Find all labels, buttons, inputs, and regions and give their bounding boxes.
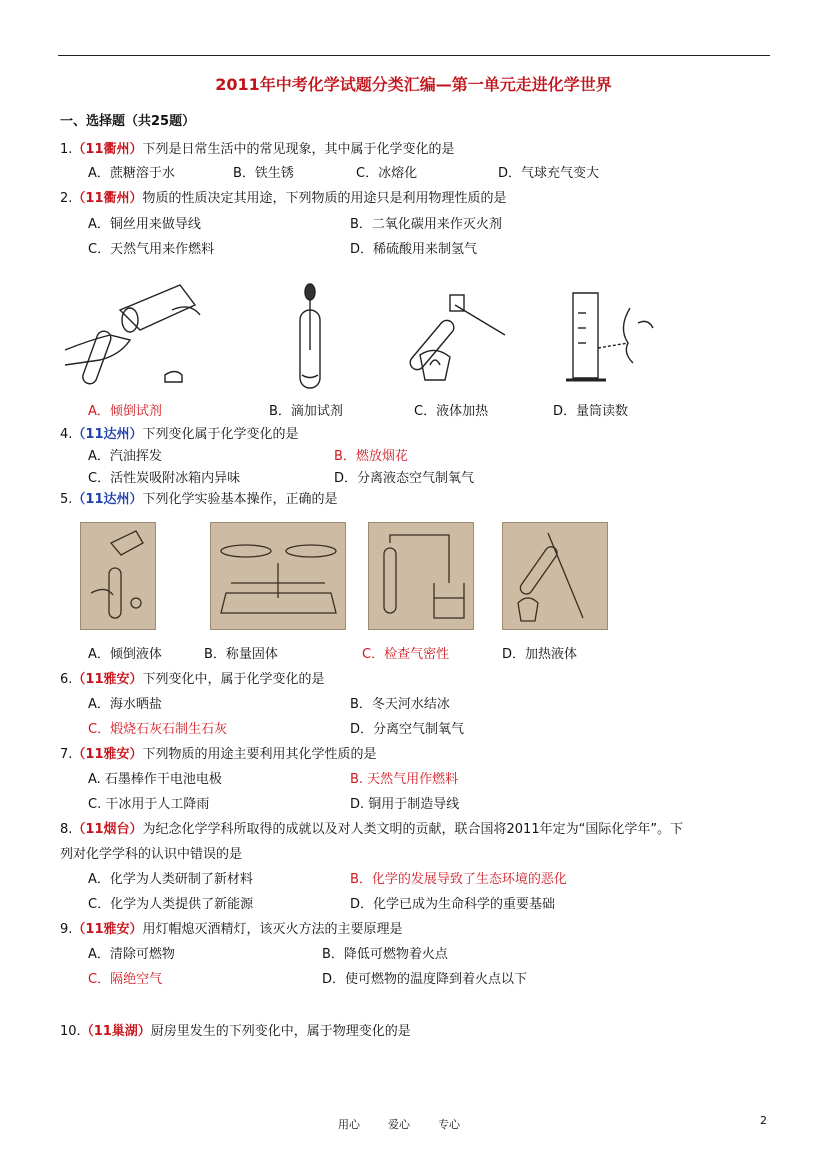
question-7: 7.（11雅安）下列物质的用途主要利用其化学性质的是 bbox=[60, 747, 377, 762]
option: C．液体加热 bbox=[414, 404, 489, 419]
option: B．称量固体 bbox=[204, 647, 278, 662]
question-2: 2.（11衢州）物质的性质决定其用途，下列物质的用途只是利用物理性质的是 bbox=[60, 191, 507, 206]
question-1: 1.（11衢州）下列是日常生活中的常见现象，其中属于化学变化的是 bbox=[60, 142, 455, 157]
question-4: 4.（11达州）下列变化属于化学变化的是 bbox=[60, 427, 299, 442]
question-5: 5.（11达州）下列化学实验基本操作，正确的是 bbox=[60, 492, 338, 507]
option: D．量筒读数 bbox=[553, 404, 629, 419]
header-rule bbox=[58, 55, 770, 56]
heating-liquid-photo bbox=[502, 522, 608, 630]
option: D．加热液体 bbox=[502, 647, 578, 662]
option: B．滴加试剂 bbox=[269, 404, 343, 419]
option: D．化学已成为生命科学的重要基础 bbox=[350, 897, 556, 912]
option: B．二氧化碳用来作灭火剂 bbox=[350, 217, 502, 232]
option: A．清除可燃物 bbox=[88, 947, 175, 962]
footer-mid: 爱心 bbox=[388, 1118, 410, 1131]
option: C．检查气密性 bbox=[362, 647, 450, 662]
question-9: 9.（11雅安）用灯帽熄灭酒精灯，该灭火方法的主要原理是 bbox=[60, 922, 403, 937]
question-source: （11雅安） bbox=[72, 922, 143, 937]
question-source: （11烟台） bbox=[72, 822, 143, 837]
question-source: （11衢州） bbox=[72, 191, 143, 206]
question-6: 6.（11雅安）下列变化中，属于化学变化的是 bbox=[60, 672, 325, 687]
question-10: 10.（11巢湖）厨房里发生的下列变化中，属于物理变化的是 bbox=[60, 1024, 411, 1039]
option: A. 石墨棒作干电池电极 bbox=[88, 772, 222, 787]
option: D．稀硫酸用来制氢气 bbox=[350, 242, 478, 257]
section-heading: 一、选择题（共25题） bbox=[60, 114, 196, 129]
question-8: 8.（11烟台）为纪念化学学科所取得的成就以及对人类文明的贡献，联合国将2011年定为“国际化学年”。下 bbox=[60, 822, 684, 837]
page-number: 2 bbox=[760, 1114, 767, 1127]
option: A．倾倒试剂 bbox=[88, 404, 162, 419]
option: A．汽油挥发 bbox=[88, 449, 162, 464]
question-source: （11巢湖） bbox=[80, 1024, 151, 1039]
option: B．燃放烟花 bbox=[334, 449, 408, 464]
option: C．天然气用来作燃料 bbox=[88, 242, 215, 257]
heating-liquid-drawing bbox=[405, 285, 515, 390]
question-source: （11衢州） bbox=[72, 142, 143, 157]
option: C．化学为人类提供了新能源 bbox=[88, 897, 254, 912]
question-8-continued: 列对化学学科的认识中错误的是 bbox=[60, 847, 243, 862]
option: D．使可燃物的温度降到着火点以下 bbox=[322, 972, 528, 987]
airtightness-photo bbox=[368, 522, 474, 630]
option: D. 铜用于制造导线 bbox=[350, 797, 460, 812]
pouring-liquid-photo bbox=[80, 522, 156, 630]
question-source: （11达州） bbox=[72, 492, 143, 507]
option: B. 天然气用作燃料 bbox=[350, 772, 459, 787]
question-source: （11雅安） bbox=[72, 747, 143, 762]
option: D．气球充气变大 bbox=[498, 166, 600, 181]
option: C．煅烧石灰石制生石灰 bbox=[88, 722, 228, 737]
footer-left: 用心 bbox=[338, 1118, 360, 1131]
option: C. 干冰用于人工降雨 bbox=[88, 797, 210, 812]
cylinder-reading-drawing bbox=[558, 288, 668, 388]
option: B．化学的发展导致了生态环境的恶化 bbox=[350, 872, 567, 887]
option: B．铁生锈 bbox=[233, 166, 294, 181]
dropper-drawing bbox=[280, 280, 340, 395]
question-source: （11达州） bbox=[72, 427, 143, 442]
option: B．冬天河水结冰 bbox=[350, 697, 450, 712]
page-title: 2011年中考化学试题分类汇编—第一单元走进化学世界 bbox=[215, 75, 612, 94]
pouring-reagent-drawing bbox=[60, 280, 230, 395]
question-source: （11雅安） bbox=[72, 672, 143, 687]
option: D．分离液态空气制氧气 bbox=[334, 471, 475, 486]
option: A．铜丝用来做导线 bbox=[88, 217, 201, 232]
option: C．冰熔化 bbox=[356, 166, 418, 181]
option: C．隔绝空气 bbox=[88, 972, 163, 987]
option: A．海水晒盐 bbox=[88, 697, 162, 712]
option: A．化学为人类研制了新材料 bbox=[88, 872, 253, 887]
option: C．活性炭吸附冰箱内异味 bbox=[88, 471, 241, 486]
option: A．蔗糖溶于水 bbox=[88, 166, 175, 181]
option: D．分离空气制氧气 bbox=[350, 722, 465, 737]
option: B．降低可燃物着火点 bbox=[322, 947, 448, 962]
footer-right: 专心 bbox=[438, 1118, 460, 1131]
option: A．倾倒液体 bbox=[88, 647, 162, 662]
balance-photo bbox=[210, 522, 346, 630]
